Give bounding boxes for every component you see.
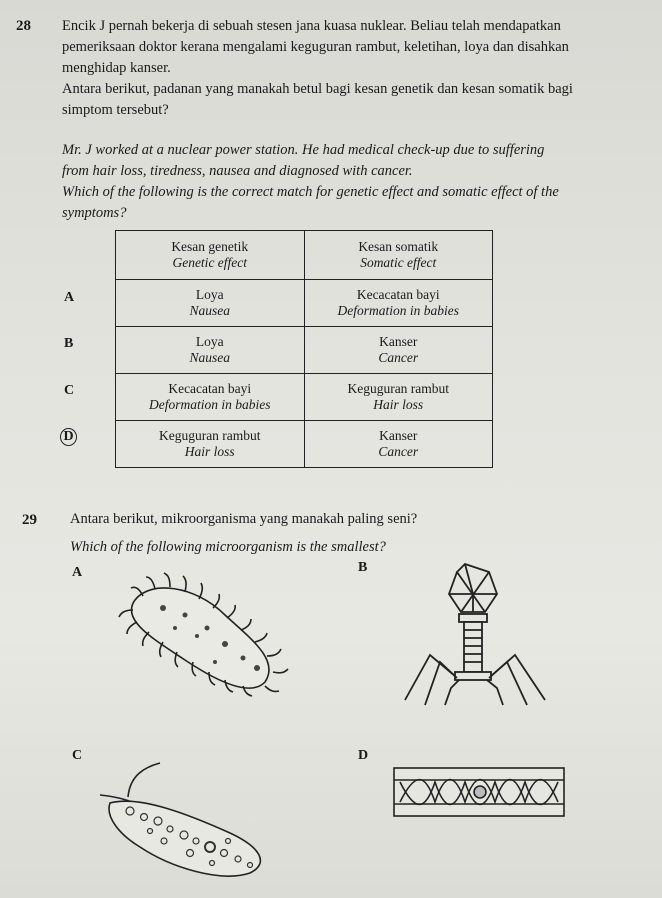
- header-col1-malay: Kesan genetik: [171, 239, 249, 254]
- q28-english-line: from hair loss, tiredness, nausea and diagnosed with cancer.: [62, 163, 413, 179]
- bacteriophage-icon[interactable]: [385, 560, 575, 710]
- header-somatic-effect: [304, 231, 493, 280]
- cell-malay: Keguguran rambut: [158, 428, 261, 443]
- cell-english: Deformation in babies: [149, 397, 271, 412]
- fungus-icon[interactable]: [390, 762, 570, 822]
- cell-malay: Loya: [195, 287, 224, 302]
- cell-english: Hair loss: [373, 397, 424, 412]
- option-c-label[interactable]: C: [72, 748, 83, 763]
- header-col2-malay: Kesan somatik: [358, 239, 439, 254]
- header-genetic-effect: [116, 231, 305, 280]
- question-28-number: 28: [16, 18, 31, 34]
- cell-english: Nausea: [189, 303, 230, 318]
- q28-malay-line: pemeriksaan doktor kerana mengalami keguguran rambut, keletihan, loya dan disahkan: [62, 39, 569, 55]
- table-header-row: [116, 231, 493, 280]
- table-cell: [116, 374, 305, 421]
- question-28-malay-text: [62, 16, 573, 121]
- table-cell: [304, 421, 493, 468]
- option-b-label[interactable]: B: [64, 336, 74, 351]
- cell-english: Hair loss: [184, 444, 235, 459]
- cell-malay: Keguguran rambut: [347, 381, 450, 396]
- answer-table: [115, 230, 493, 468]
- option-d-label-circled[interactable]: D: [60, 428, 77, 446]
- header-col2-english: Somatic effect: [360, 255, 437, 270]
- question-29-malay-text: Antara berikut, mikroorganisma yang manakah paling seni?: [70, 511, 418, 527]
- table-cell: [116, 421, 305, 468]
- option-b-label[interactable]: B: [358, 560, 368, 575]
- question-29-number: 29: [22, 512, 37, 528]
- table-cell: [304, 280, 493, 327]
- q28-english-line: Which of the following is the correct match for genetic effect and somatic effect of the: [62, 184, 559, 200]
- cell-english: Cancer: [378, 444, 419, 459]
- q28-english-line: Mr. J worked at a nuclear power station. He had medical check-up due to suffering: [62, 142, 545, 158]
- table-cell: [304, 374, 493, 421]
- table-cell: [116, 280, 305, 327]
- cell-malay: Kanser: [379, 334, 418, 349]
- q28-english-line: symptoms?: [62, 205, 127, 221]
- cell-english: Nausea: [189, 350, 230, 365]
- cell-english: Cancer: [378, 350, 419, 365]
- question-28-english-text: [62, 140, 559, 224]
- option-a-label[interactable]: A: [64, 290, 75, 305]
- header-col1-english: Genetic effect: [172, 255, 248, 270]
- cell-malay: Loya: [195, 334, 224, 349]
- q28-malay-line: Antara berikut, padanan yang manakah betul bagi kesan genetik dan kesan somatik bagi: [62, 81, 573, 97]
- bacterium-icon[interactable]: [115, 570, 290, 700]
- protozoa-icon[interactable]: [100, 755, 280, 885]
- option-d-label[interactable]: D: [358, 748, 369, 763]
- table-row: [116, 280, 493, 327]
- q28-malay-line: Encik J pernah bekerja di sebuah stesen jana kuasa nuklear. Beliau telah mendapatkan: [62, 18, 561, 34]
- q28-malay-line: simptom tersebut?: [62, 102, 169, 118]
- option-c-label[interactable]: C: [64, 383, 75, 398]
- cell-malay: Kecacatan bayi: [168, 381, 252, 396]
- option-a-label[interactable]: A: [72, 565, 83, 580]
- cell-english: Deformation in babies: [337, 303, 459, 318]
- table-cell: [116, 327, 305, 374]
- cell-malay: Kecacatan bayi: [356, 287, 440, 302]
- table-row: [116, 421, 493, 468]
- question-29-english-text: Which of the following microorganism is the smallest?: [70, 539, 386, 555]
- table-cell: [304, 327, 493, 374]
- cell-malay: Kanser: [379, 428, 418, 443]
- table-row: [116, 374, 493, 421]
- table-row: [116, 327, 493, 374]
- q28-malay-line: menghidap kanser.: [62, 60, 171, 76]
